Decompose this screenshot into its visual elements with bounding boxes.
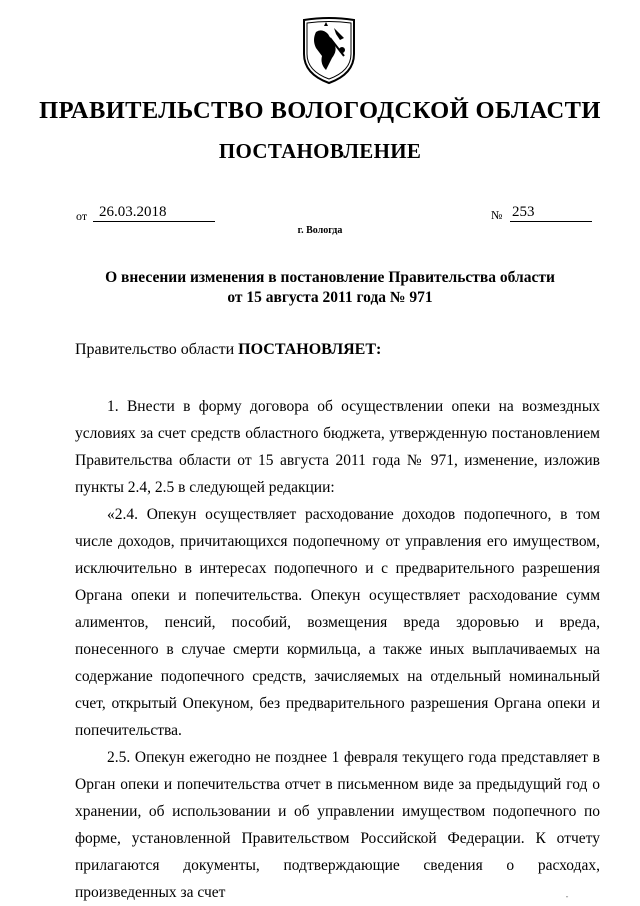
government-title: ПРАВИТЕЛЬСТВО ВОЛОГОДСКОЙ ОБЛАСТИ xyxy=(39,97,601,124)
subject-line-2: от 15 августа 2011 года № 971 xyxy=(227,289,433,306)
paragraph-2-4: «2.4. Опекун осуществляет расходование доходов подопечного, в том числе доходов, причитающихся подопечному от управления его имуществом, исключительно в интересах подопечного и с предварительного разрешения Органа опеки и попечительства. Опекун осуществляет расходование сумм алиментов, пенсий, пособий, возмещения вреда здоровью и вреда, понесенного в случае смерти кормильца, а также иных выплачиваемых на содержание подопечного средств, зачисляемых на отдельный номинальный счет, открытый Опекуном, без предварительного разрешения Органа опеки и попечительства. xyxy=(75,506,600,739)
document-date: 26.03.2018 xyxy=(93,204,215,222)
date-prefix: от xyxy=(76,209,88,223)
resolves-keyword: ПОСТАНОВЛЯЕТ: xyxy=(238,341,382,358)
resolves-prefix: Правительство области xyxy=(75,341,239,358)
document-subject xyxy=(100,268,560,308)
coat-of-arms-icon xyxy=(298,14,360,86)
document-type: ПОСТАНОВЛЕНИЕ xyxy=(218,139,422,163)
subject-line-1: О внесении изменения в постановление Правительства области xyxy=(105,269,555,286)
document-body xyxy=(75,393,600,906)
paragraph-1: 1. Внести в форму договора об осуществлении опеки на возмездных условиях за счет средств областного бюджета, утвержденную постановлением Правительства области от 15 августа 2011 года № 971, изменение, изложив пункты 2.4, 2.5 в следующей редакции: xyxy=(75,398,600,496)
footer-mark: " xyxy=(566,896,569,902)
resolves-line xyxy=(75,341,381,359)
number-sign: № xyxy=(491,208,503,222)
document-number: 253 xyxy=(510,204,592,222)
paragraph-2-5: 2.5. Опекун ежегодно не позднее 1 февраля текущего года представляет в Орган опеки и попечительства отчет в письменном виде за предыдущий год о хранении, об использовании и об управлении имуществом подопечного по форме, установленной Правительством Российской Федерации. К отчету прилагаются документы, подтверждающие сведения о расходах, произведенных за счет xyxy=(75,749,600,901)
city: г. Вологда xyxy=(297,225,343,236)
